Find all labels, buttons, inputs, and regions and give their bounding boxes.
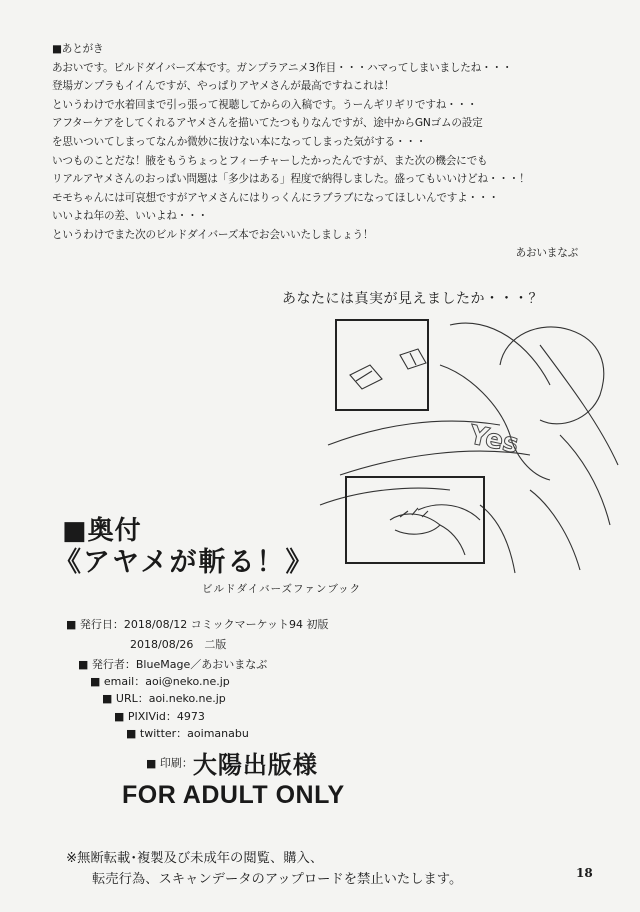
- email-row: ■ email：aoi@neko.ne.jp: [90, 673, 230, 689]
- issue-date-second: 2018/08/26 二版: [130, 638, 227, 651]
- afterword-line: というわけでまた次のビルドダイバーズ本でお会いいたしましょう！: [52, 228, 374, 241]
- issue-date-row: [66, 616, 329, 632]
- issue-date-label: ■ 発行日：: [66, 618, 124, 631]
- afterword-section: [52, 40, 592, 259]
- afterword-line: リアルアヤメさんのおっぱい問題は「多少はある」程度で納得しました。盛ってもいいけどね・・・！: [52, 173, 530, 186]
- afterword-signature: あおいまなぶ: [515, 247, 578, 259]
- publisher-row: ■ 発行者：BlueMage／あおいまなぶ: [78, 656, 267, 672]
- book-subtitle: ビルドダイバーズファンブック: [202, 583, 362, 595]
- printer-name: 大陽出版様: [192, 751, 318, 779]
- book-title: 《アヤメが斬る！》: [54, 547, 315, 578]
- url-row: ■ URL：aoi.neko.ne.jp: [102, 690, 226, 706]
- twitter-row: ■ twitter：aoimanabu: [126, 725, 249, 741]
- afterword-line: いいよね年の差、いいよね・・・: [52, 210, 208, 223]
- yes-sign-text: Yes: [466, 420, 522, 460]
- line-art-illustration: [300, 305, 620, 575]
- pixiv-row: ■ PIXIVid：4973: [114, 708, 205, 724]
- afterword-line: アフターケアをしてくれるアヤメさんを描いてたつもりなんですが、途中からGNゴムの設定: [52, 117, 483, 130]
- illustration-caption: あなたには真実が見えましたか・・・？: [282, 291, 543, 307]
- copyright-notice: [66, 848, 462, 890]
- adult-only-notice: FOR ADULT ONLY: [122, 781, 345, 809]
- colophon-heading: ■奥付: [62, 516, 142, 546]
- issue-date-first: 2018/08/12 コミックマーケット94 初版: [123, 618, 329, 631]
- afterword-line: モモちゃんには可哀想ですがアヤメさんにはりっくんにラブラブになってほしいんですよ・・・: [52, 191, 499, 204]
- afterword-line: 登場ガンプラもイイんですが、やっぱりアヤメさんが最高ですねこれは！: [52, 80, 395, 93]
- printer-label: ■ 印刷：: [146, 757, 193, 770]
- afterword-line: ■あとがき: [52, 43, 104, 55]
- notice-line: ※無断転載･複製及び未成年の閲覧、購入、: [66, 851, 324, 866]
- notice-line: 転売行為、スキャンデータのアップロードを禁止いたします。: [92, 872, 463, 887]
- afterword-line: いつものことだな！腋をもうちょっとフィーチャーしたかったんですが、また次の機会にでも: [52, 154, 488, 167]
- afterword-line: を思いついてしまってなんか微妙に抜けない本になってしまった気がする・・・: [52, 135, 427, 148]
- page-number: 18: [576, 866, 593, 880]
- afterword-line: あおいです。ビルドダイバーズ本です。ガンプラアニメ3作目・・・ハマってしまいましたね・・・: [52, 61, 513, 74]
- afterword-line: というわけで水着回まで引っ張って視聴してからの入稿です。うーんギリギリですね・・・: [52, 98, 478, 111]
- printer-row: [146, 745, 318, 780]
